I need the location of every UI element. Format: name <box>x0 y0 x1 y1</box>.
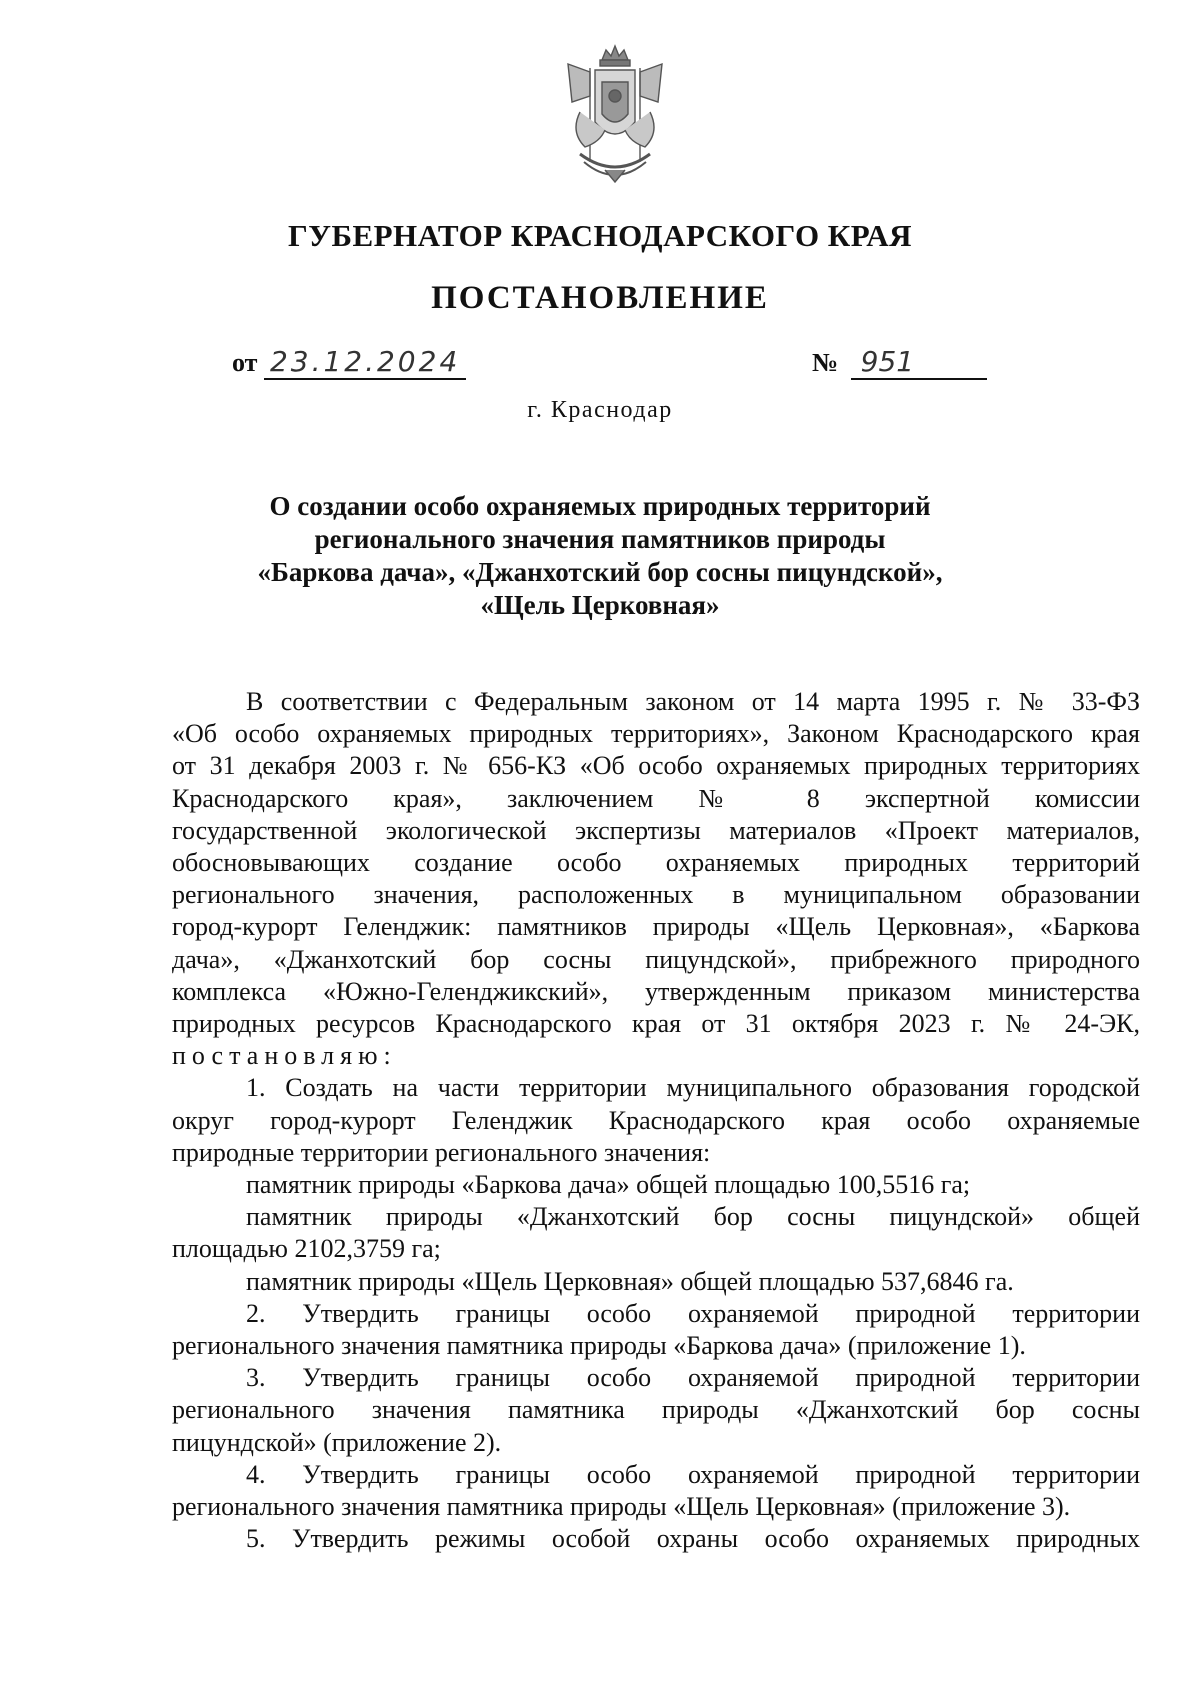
decree-word: постановляю: <box>172 1041 397 1071</box>
item-1-line: округ город-курорт Геленджик Краснодарского края особо охраняемые <box>172 1105 1140 1135</box>
body-line: от 31 декабря 2003 г. № 656-КЗ «Об особо охраняемых природных территориях <box>172 751 1140 781</box>
body-line: «Об особо охраняемых природных территориях», Законом Краснодарского края <box>172 719 1140 749</box>
date-label: от <box>232 348 258 377</box>
item-2-line: 2. Утвердить границы особо охраняемой природной территории <box>246 1298 1140 1328</box>
body-line: комплекса «Южно-Геленджикский», утвержденным приказом министерства <box>172 976 1140 1006</box>
body-line: природных ресурсов Краснодарского края от 31 октября 2023 г. № 24-ЭК, <box>172 1009 1140 1039</box>
title-line: регионального значения памятников природы <box>314 524 886 554</box>
date-field <box>232 345 466 380</box>
issuing-authority: ГУБЕРНАТОР КРАСНОДАРСКОГО КРАЯ <box>287 218 913 253</box>
item-3-line: 3. Утвердить границы особо охраняемой природной территории <box>246 1363 1140 1393</box>
item-1a: памятник природы «Баркова дача» общей площадью 100,5516 га; <box>246 1170 971 1200</box>
document-title <box>240 490 960 622</box>
body-line: город-курорт Геленджик: памятников природы «Щель Церковная», «Баркова <box>172 912 1140 942</box>
body-line: Краснодарского края», заключением № 8 экспертной комиссии <box>172 783 1140 813</box>
body-line: государственной экологической экспертизы материалов «Проект материалов, <box>172 815 1140 845</box>
body-line: обосновывающих создание особо охраняемых природных территорий <box>172 848 1140 878</box>
number-label: № <box>812 348 839 377</box>
item-1c: памятник природы «Щель Церковная» общей площадью 537,6846 га. <box>246 1266 1014 1296</box>
item-4-line: регионального значения памятника природы «Щель Церковная» (приложение 3). <box>172 1492 1071 1522</box>
item-4-line: 4. Утвердить границы особо охраняемой природной территории <box>246 1459 1140 1489</box>
item-2-line: регионального значения памятника природы «Баркова дача» (приложение 1). <box>172 1331 1026 1361</box>
item-1-line: 1. Создать на части территории муниципального образования городской <box>246 1073 1140 1103</box>
item-1-line: природные территории регионального значения: <box>172 1137 711 1167</box>
body-line: В соответствии с Федеральным законом от 14 марта 1995 г. № 33-ФЗ <box>246 687 1140 716</box>
document-type: ПОСТАНОВЛЕНИЕ <box>431 280 769 316</box>
item-3-line: пицундской» (приложение 2). <box>172 1427 502 1457</box>
number-field <box>812 345 987 380</box>
city: г. Краснодар <box>527 397 673 423</box>
body-line: дача», «Джанхотский бор сосны пицундской», прибрежного природного <box>172 944 1140 974</box>
date-value: 23.12.2024 <box>264 345 466 380</box>
item-5-line: 5. Утвердить режимы особой охраны особо охраняемых природных <box>246 1524 1140 1554</box>
item-1b-line: площадью 2102,3759 га; <box>172 1234 441 1264</box>
title-line: «Баркова дача», «Джанхотский бор сосны пицундской», <box>257 557 943 587</box>
title-line: «Щель Церковная» <box>480 590 720 620</box>
item-3-line: регионального значения памятника природы «Джанхотский бор сосны <box>172 1395 1140 1425</box>
title-line: О создании особо охраняемых природных территорий <box>269 491 931 521</box>
document-body <box>172 686 1140 1555</box>
coat-of-arms-icon <box>550 42 680 192</box>
body-line: регионального значения, расположенных в муниципальном образовании <box>172 880 1140 910</box>
number-value: 951 <box>851 345 987 380</box>
item-1b-line: памятник природы «Джанхотский бор сосны пицундской» общей <box>246 1202 1140 1232</box>
